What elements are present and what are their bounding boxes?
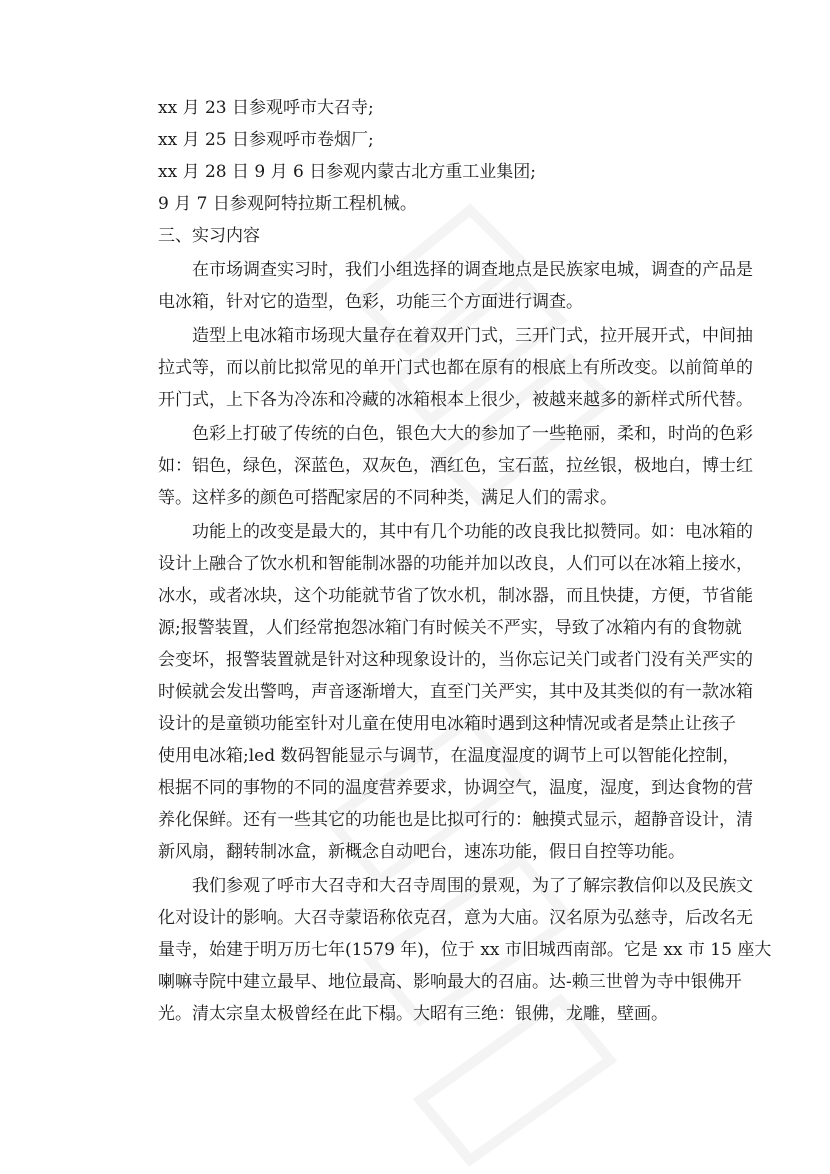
paragraph-line: 光。清太宗皇太极曾经在此下榻。大昭有三绝：银佛，龙雕，壁画。 [158, 1004, 668, 1024]
paragraph-line: 冰水，或者冰块，这个功能就节省了饮水机，制冰器，而且快捷，方便，节省能 [158, 586, 753, 606]
paragraph-line: 如：铝色，绿色，深蓝色，双灰色，酒红色，宝石蓝，拉丝银，极地白，博士红 [158, 456, 753, 476]
paragraph-line: 设计的是童锁功能室针对儿童在使用电冰箱时遇到这种情况或者是禁止让孩子 [158, 714, 736, 734]
schedule-line-2: xx 月 25 日参观呼市卷烟厂; [158, 130, 374, 150]
paragraph-line: 拉式等，而以前比拟常见的单开门式也都在原有的根底上有所改变。以前简单的 [158, 358, 753, 378]
schedule-line-3: xx 月 28 日 9 月 6 日参观内蒙古北方重工业集团; [158, 162, 536, 182]
section-heading: 三、实习内容 [158, 226, 260, 246]
paragraph-line: 会变坏，报警装置就是针对这种现象设计的，当你忘记关门或者门没有关严实的 [158, 650, 753, 670]
schedule-line-4: 9 月 7 日参观阿特拉斯工程机械。 [158, 194, 417, 214]
paragraph-line: 我们参观了呼市大召寺和大召寺周围的景观，为了了解宗教信仰以及民族文 [192, 876, 753, 896]
paragraph-line: 量寺，始建于明万历七年(1579 年)，位于 xx 市旧城西南部。它是 xx 市 15 座大 [158, 940, 772, 960]
paragraph-line: 电冰箱，针对它的造型，色彩，功能三个方面进行调查。 [158, 292, 583, 312]
paragraph-line: 新风扇，翻转制冰盒，新概念自动吧台，速冻功能，假日自控等功能。 [158, 842, 685, 862]
paragraph-line: 喇嘛寺院中建立最早、地位最高、影响最大的召庙。达-赖三世曾为寺中银佛开 [158, 972, 742, 992]
paragraph-function [158, 516, 753, 868]
paragraph-line: 使用电冰箱;led 数码智能显示与调节，在温度湿度的调节上可以智能化控制， [158, 746, 740, 766]
paragraph-line: 功能上的改变是最大的，其中有几个功能的改良我比拟赞同。如：电冰箱的 [192, 522, 753, 542]
paragraph-line: 色彩上打破了传统的白色，银色大大的参加了一些艳丽，柔和，时尚的色彩 [192, 424, 753, 444]
paragraph-color [158, 418, 753, 514]
paragraph-line: 化对设计的影响。大召寺蒙语称依克召，意为大庙。汉名原为弘慈寺，后改名无 [158, 908, 753, 928]
schedule-line-1: xx 月 23 日参观呼市大召寺; [158, 98, 374, 118]
paragraph-line: 设计上融合了饮水机和智能制冰器的功能并加以改良，人们可以在冰箱上接水， [158, 554, 753, 574]
paragraph-line: 在市场调查实习时，我们小组选择的调查地点是民族家电城，调查的产品是 [192, 260, 753, 280]
paragraph-line: 等。这样多的颜色可搭配家居的不同种类，满足人们的需求。 [158, 488, 617, 508]
paragraph-line: 养化保鲜。还有一些其它的功能也是比拟可行的：触摸式显示，超静音设计，清 [158, 810, 753, 830]
paragraph-line: 根据不同的事物的不同的温度营养要求，协调空气，温度，湿度，到达食物的营 [158, 778, 753, 798]
paragraph-line: 开门式，上下各为冷冻和冷藏的冰箱根本上很少，被越来越多的新样式所代替。 [158, 390, 753, 410]
paragraph-shape [158, 320, 753, 416]
document-page [158, 92, 772, 1030]
paragraph-line: 造型上电冰箱市场现大量存在着双开门式，三开门式，拉开展开式，中间抽 [192, 326, 753, 346]
paragraph-market-survey [158, 254, 753, 318]
paragraph-line: 时候就会发出警鸣，声音逐渐增大，直至门关严实，其中及其类似的有一款冰箱 [158, 682, 753, 702]
paragraph-line: 源;报警装置，人们经常抱怨冰箱门有时候关不严实，导致了冰箱内有的食物就 [158, 618, 742, 638]
paragraph-temple [158, 870, 772, 1030]
